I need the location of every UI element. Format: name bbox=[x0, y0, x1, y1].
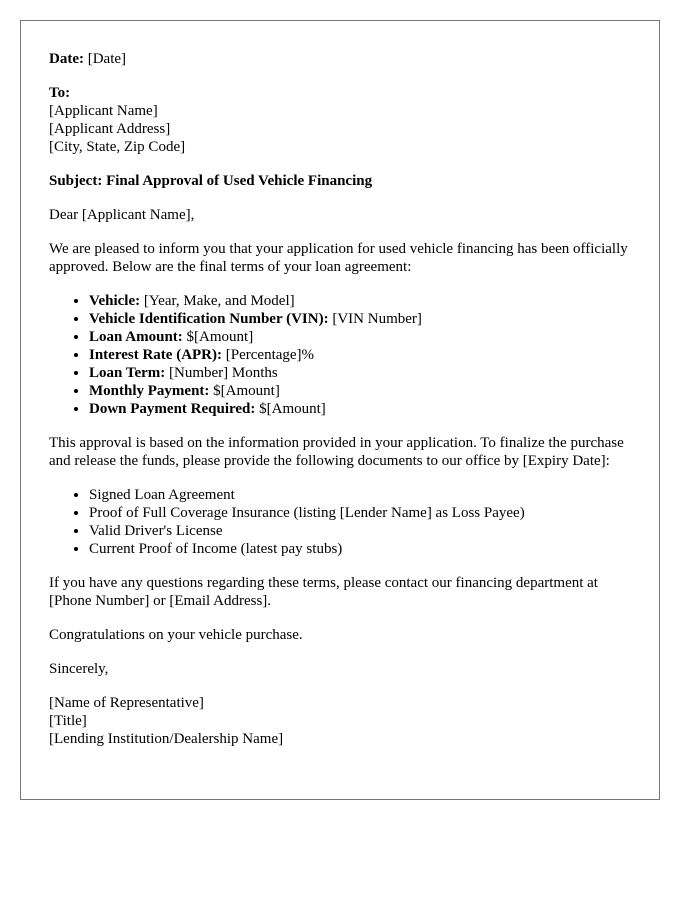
list-item bbox=[89, 328, 631, 346]
term-value: [Number] Months bbox=[165, 365, 278, 381]
list-item bbox=[89, 364, 631, 382]
list-item bbox=[89, 382, 631, 400]
term-label: Interest Rate (APR): bbox=[89, 347, 223, 363]
term-label: Loan Term: bbox=[89, 365, 166, 381]
term-label: Vehicle: bbox=[89, 293, 141, 309]
signature-block bbox=[49, 694, 631, 748]
term-label: Loan Amount: bbox=[89, 329, 183, 345]
list-item bbox=[89, 400, 631, 418]
subject-text: Subject: Final Approval of Used Vehicle Financing bbox=[49, 173, 373, 189]
congratulations-line: Congratulations on your vehicle purchase. bbox=[49, 627, 303, 643]
date-label: Date: bbox=[49, 51, 84, 67]
term-label: Vehicle Identification Number (VIN): bbox=[89, 311, 329, 327]
term-value: $[Amount] bbox=[255, 401, 326, 417]
loan-terms-list bbox=[49, 292, 631, 418]
term-value: [VIN Number] bbox=[328, 311, 422, 327]
recipient-address: [Applicant Address] bbox=[49, 121, 171, 137]
list-item: • Signed Loan Agreement bbox=[89, 486, 631, 504]
recipient-city-state-zip: [City, State, Zip Code] bbox=[49, 139, 186, 155]
date-value: [Date] bbox=[87, 51, 127, 67]
list-item: • Valid Driver's License bbox=[89, 522, 631, 540]
term-label: Down Payment Required: bbox=[89, 401, 256, 417]
date-line bbox=[49, 50, 631, 68]
term-value: $[Amount] bbox=[182, 329, 254, 345]
list-item: • Current Proof of Income (latest pay stubs) bbox=[89, 540, 631, 558]
list-item bbox=[89, 310, 631, 328]
recipient-name: [Applicant Name] bbox=[49, 103, 158, 119]
subject-line bbox=[49, 172, 631, 190]
list-item bbox=[89, 346, 631, 364]
required-documents-list bbox=[49, 486, 631, 558]
approval-letter bbox=[20, 20, 660, 800]
documents-intro-paragraph: This approval is based on the information provided in your application. To finalize the purchase and release the funds, please provide the following documents to our office by [Expiry Date]: bbox=[49, 435, 624, 469]
list-item: • Proof of Full Coverage Insurance (listing [Lender Name] as Loss Payee) bbox=[89, 504, 631, 522]
representative-name: [Name of Representative] bbox=[49, 695, 204, 711]
term-value: [Percentage]% bbox=[222, 347, 315, 363]
recipient-block bbox=[49, 84, 631, 156]
closing-line: Sincerely, bbox=[49, 661, 109, 677]
institution-name: [Lending Institution/Dealership Name] bbox=[49, 731, 284, 747]
term-label: Monthly Payment: bbox=[89, 383, 210, 399]
representative-title: [Title] bbox=[49, 713, 87, 729]
term-value: $[Amount] bbox=[209, 383, 280, 399]
recipient-label: To: bbox=[49, 85, 71, 101]
list-item bbox=[89, 292, 631, 310]
salutation: Dear [Applicant Name], bbox=[49, 207, 195, 223]
contact-paragraph: If you have any questions regarding these terms, please contact our financing department at [Phone Number] or [Email Address]. bbox=[49, 575, 598, 609]
intro-paragraph: We are pleased to inform you that your application for used vehicle financing has been officially approved. Below are the final terms of your loan agreement: bbox=[49, 241, 628, 275]
term-value: [Year, Make, and Model] bbox=[140, 293, 295, 309]
